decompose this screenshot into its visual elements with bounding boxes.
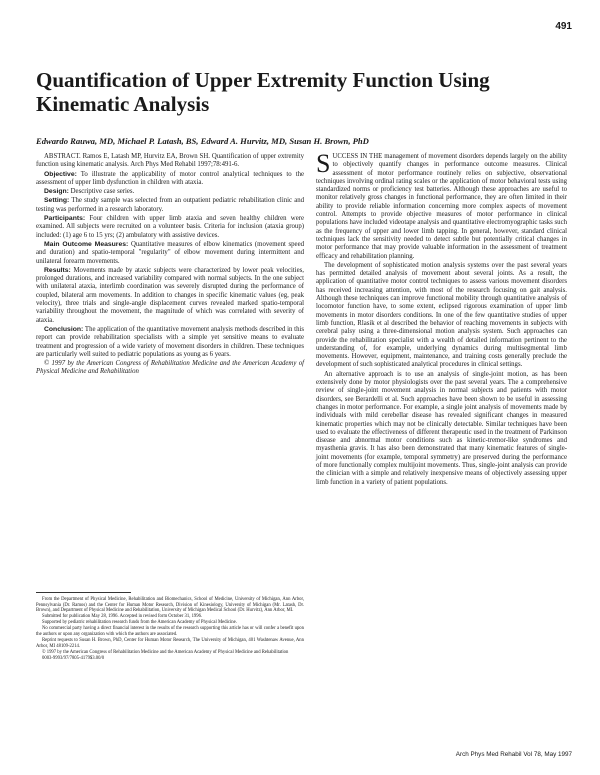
participants-paragraph bbox=[36, 215, 304, 240]
objective-paragraph bbox=[36, 171, 304, 188]
outcome-paragraph bbox=[36, 241, 304, 266]
design-text: Descriptive case series. bbox=[70, 188, 135, 196]
abstract-citation-text: Ramos E, Latash MP, Hurvitz EA, Brown SH. Quantification of upper extremity function using kinematic analysis. Arch Phys Med Rehabil 1997;78:491-6. bbox=[36, 153, 304, 169]
footnote-issn: 0003-9993/97/7805-4179$3.00/0 bbox=[42, 655, 105, 661]
intro-lead-caps: UCCESS IN THE bbox=[332, 153, 383, 160]
results-label: Results: bbox=[44, 266, 71, 274]
footnote-funding: Supported by pediatric rehabilitation research funds from the American Academy of Physical Medicine. bbox=[42, 620, 237, 626]
design-paragraph bbox=[36, 188, 304, 196]
results-paragraph bbox=[36, 267, 304, 325]
footnote-disclosure: No commercial party having a direct financial interest in the results of the research supporting this article has or will confer a benefit upon the authors or upon any organization with which the authors are associated. bbox=[36, 626, 304, 638]
participants-text: Four children with upper limb ataxia and seven healthy children were examined. All subjects were recruited on a volunteer basis. Criteria for inclusion (ataxia group) included: (1) age 6 to 15 yrs; (2) ambulatory with assistive devices. bbox=[36, 215, 304, 239]
conclusion-paragraph bbox=[36, 326, 304, 359]
objective-label: Objective: bbox=[44, 170, 77, 178]
author-line: Edwardo Rauwa, MD, Michael P. Latash, BS, Edward A. Hurvitz, MD, Susan H. Brown, PhD bbox=[36, 136, 369, 146]
conclusion-text: The application of the quantitative movement analysis methods described in this report can provide rehabilitation specialists with a simple yet sensitive means to evaluate treatment and progression of a wide variety of movement disorders in children. These techniques are particularly well suited to pediatric populations as young as 6 years. bbox=[36, 325, 304, 358]
outcome-text: Quantitative measures of elbow kinematics (movement speed and duration) and spatio-temporal "regularity" of elbow movement during intermittent and unilateral forearm movements. bbox=[36, 240, 304, 265]
intro-paragraph-3: An alternative approach is to use an analysis of single-joint motion, as has been extensively done by motor physiologists over the past several years. The a comprehensive review of single-joint movement analysis in normal subjects and patients with motor disorders, see Berardelli et al. Such approaches have been shown to be useful in assessing changes in motor performance. For example, a single joint analysis of movements made by individuals with mild cerebellar disease has revealed significant changes in measured kinematic properties which may not be clinically detectable. Similar techniques have been used to evaluate the effectiveness of different therapeutic used in the treatment of Parkinson disease and abnormal motor conditions such as kinetic-tremor-like syndromes and myasthenia gravis. It has also been demonstrated that many kinematic features of single-joint movements (for example, temporal symmetry) are preserved during the performance of more functionally complex multijoint movements. Thus, single-joint analysis can provide the clinician with a simple and relatively inexpensive means of objectively assessing upper limb function in a variety of patient populations. bbox=[316, 370, 567, 486]
abstract-label: ABSTRACT. bbox=[44, 153, 81, 160]
abstract-column bbox=[36, 153, 304, 378]
abstract-copyright: © 1997 by the American Congress of Rehabilitation Medicine and the American Academy of Physical Medicine and Rehabilitation bbox=[36, 360, 304, 376]
abstract-citation bbox=[36, 153, 304, 170]
footnote-reprints: Reprint requests to Susan H. Brown, PhD, Center for Human Motor Research, The University of Michigan, 401 Washtenaw Avenue, Ann Arbor, MI 48109-2214. bbox=[36, 638, 304, 649]
article-title: Quantification of Upper Extremity Function Using Kinematic Analysis bbox=[36, 68, 490, 116]
running-footer: Arch Phys Med Rehabil Vol 78, May 1997 bbox=[455, 751, 572, 758]
footnote-copyright: © 1997 by the American Congress of Rehabilitation Medicine and the American Academy of Physical Medicine and Rehabilitation bbox=[42, 649, 289, 655]
setting-text: The study sample was selected from an outpatient pediatric rehabilitation clinic and testing was performed in a research laboratory. bbox=[36, 197, 305, 213]
footnotes bbox=[36, 597, 304, 662]
drop-cap: S bbox=[316, 149, 331, 178]
conclusion-label: Conclusion: bbox=[44, 325, 84, 333]
setting-label: Setting: bbox=[44, 197, 70, 205]
intro-paragraph-1 bbox=[316, 149, 568, 261]
footnote-affiliation: From the Department of Physical Medicine, Rehabilitation and Biomechanics, School of Medicine, University of Michigan, Ann Arbor, Pennsylvania (Dr. Ramos) and the Center for Human Motor Research, Division of Kinesiology, University of Michigan (Mr. Latash, Dr. Brown), and Department of Physical Medicine and Rehabilitation, University of Michigan Medical School (Dr. Hurvitz), Ann Arbor, MI. bbox=[36, 597, 304, 614]
participants-label: Participants: bbox=[44, 215, 86, 223]
objective-text: To illustrate the applicability of motor control analytical techniques to the assessment of upper limb dysfunction in children with ataxia. bbox=[36, 170, 304, 186]
results-text: Movements made by ataxic subjects were characterized by lower peak velocities, prolonged durations, and increased variability compared with normal subjects. In the one subject with unilateral ataxia, interlimb coordination was severely disrupted during the performance of coupled, bilateral arm movements. In addition to changes in specific kinematic values (eg, peak velocity), three trials and single-angle displacement curves revealed marked spatio-temporal variability throughout the movement, the magnitude of which was correlated with severity of ataxia. bbox=[36, 266, 304, 324]
page-number: 491 bbox=[555, 21, 572, 32]
intro-column bbox=[316, 149, 568, 488]
footnote-submission: Submitted for publication May 28, 1996. Accepted in revised form October 31, 1996. bbox=[42, 614, 203, 620]
outcome-label: Main Outcome Measures: bbox=[44, 240, 129, 248]
footnote-rule bbox=[36, 592, 131, 593]
intro-paragraph-2: The development of sophisticated motion analysis systems over the past several years has permitted detailed analysis of movement about several joints. As a result, the application of quantitative motor control techniques to assess various movement disorders has received increasing attention, with most of the research focusing on gait analysis. Although these techniques can improve functional mobility through quantitative analysis of locomotor function have, to some extent, eclipsed rigorous examination of upper limb movements in motor disorders conditions. In one of the few quantitative studies of upper limb function, Rlasik et al described the behavior of reaching movements in subjects with cerebral palsy using a three-dimensional motion analysis system. Such approaches can provide the rehabilitation specialist with a wealth of detailed information pertinent to the understanding of, for example, underlying dynamics during multisegmental limb movements. However, equipment, maintenance, and training costs generally preclude the development of such sophisticated analytical procedures in clinical settings. bbox=[316, 261, 567, 369]
design-label: Design: bbox=[44, 188, 69, 196]
setting-paragraph bbox=[36, 197, 304, 214]
intro-paragraph-1-text: management of movement disorders depends largely on the ability to objectively quantify changes in performance outcome measures. Clinical assessment of motor performance routinely relies on subjective, observational techniques involving ordinal rating scales or the application of motor behavioral tests using standardized norms or proficiency test batteries. Although these approaches are useful to monitor relatively gross changes in functional performance, they are often limited in their ability to provide reliable information concerning more complex aspects of movement control. Attempts to provide objective measures of motor performance in clinical populations have included videotape analysis and quantitative electromyographic tasks such as the frequency of upper and lower limb tapping. In general, however, standard clinical techniques lack the sensitivity needed to detect subtle but potentially critical changes in motor performance that may provide valuable information in the assessment of treatment efficacy and rehabilitation planning. bbox=[316, 153, 568, 260]
